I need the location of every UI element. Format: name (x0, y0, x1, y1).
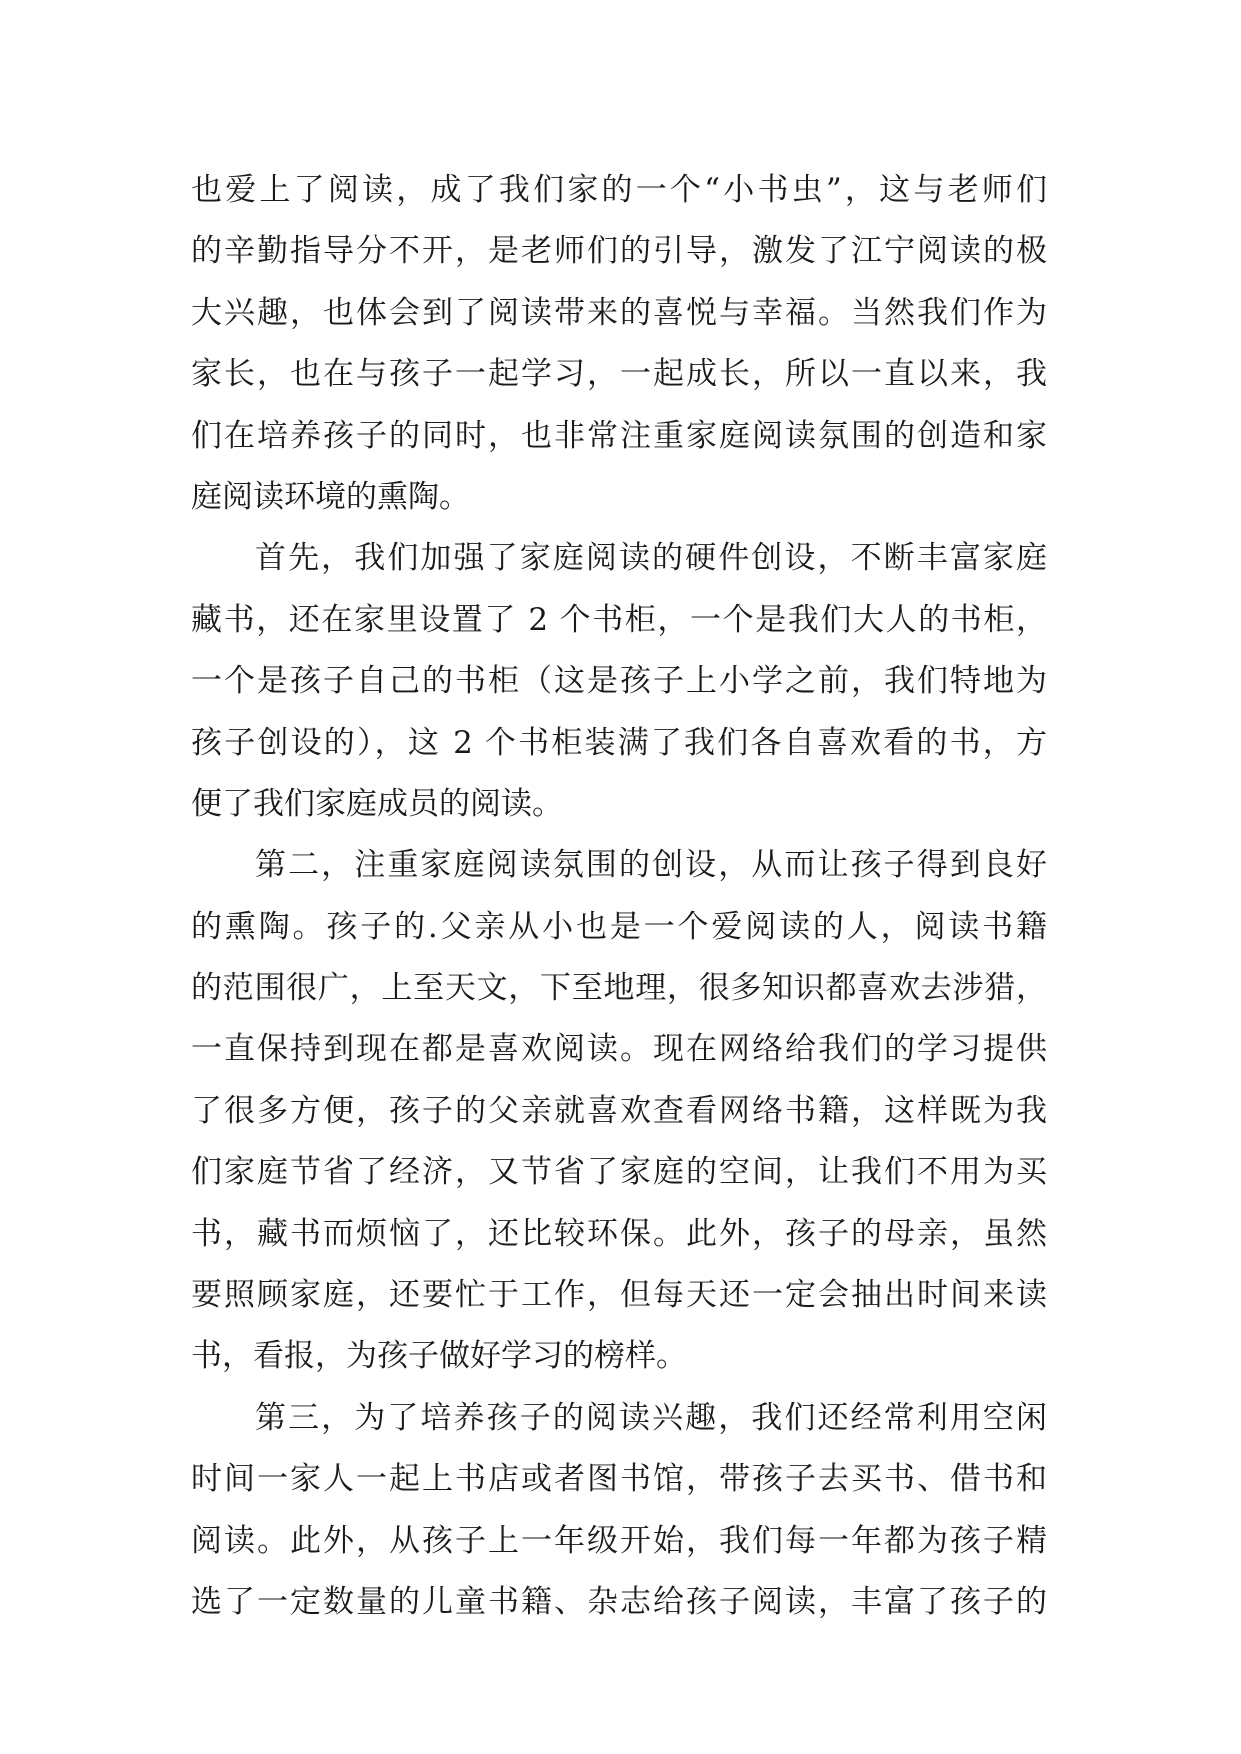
text-line: 一个是孩子自己的书柜（这是孩子上小学之前，我们特地为 (191, 663, 1047, 700)
text-line: 书，藏书而烦恼了，还比较环保。此外，孩子的母亲，虽然 (191, 1215, 1047, 1252)
text-line: 也爱上了阅读，成了我们家的一个“小书虫”，这与老师们 (191, 172, 1047, 208)
text-line: 的熏陶。孩子的.父亲从小也是一个爱阅读的人，阅读书籍 (191, 908, 1047, 945)
text-line: 选了一定数量的儿童书籍、杂志给孩子阅读，丰富了孩子的 (191, 1583, 1047, 1620)
text-line: 时间一家人一起上书店或者图书馆，带孩子去买书、借书和 (191, 1461, 1047, 1498)
text-line: 一直保持到现在都是喜欢阅读。现在网络给我们的学习提供 (191, 1031, 1047, 1068)
text-line: 家长，也在与孩子一起学习，一起成长，所以一直以来，我 (191, 356, 1047, 393)
text-line: 们在培养孩子的同时，也非常注重家庭阅读氛围的创造和家 (191, 417, 1047, 454)
text-line: 便了我们家庭成员的阅读。 (191, 785, 563, 822)
text-line: 阅读。此外，从孩子上一年级开始，我们每一年都为孩子精 (191, 1522, 1047, 1559)
paragraph-first-line: 首先，我们加强了家庭阅读的硬件创设，不断丰富家庭 (255, 540, 1047, 577)
text-line: 的辛勤指导分不开，是老师们的引导，激发了江宁阅读的极 (191, 233, 1047, 270)
text-line: 大兴趣，也体会到了阅读带来的喜悦与幸福。当然我们作为 (191, 294, 1047, 331)
text-line: 了很多方便，孩子的父亲就喜欢查看网络书籍，这样既为我 (191, 1092, 1047, 1129)
text-line: 们家庭节省了经济，又节省了家庭的空间，让我们不用为买 (191, 1154, 1047, 1191)
paragraph-first-line: 第三，为了培养孩子的阅读兴趣，我们还经常利用空闲 (255, 1399, 1047, 1436)
text-line: 的范围很广，上至天文，下至地理，很多知识都喜欢去涉猎， (191, 970, 1047, 1007)
body-text (191, 160, 1047, 1633)
text-line: 藏书，还在家里设置了 2 个书柜，一个是我们大人的书柜， (191, 601, 1047, 638)
paragraph-first-line: 第二，注重家庭阅读氛围的创设，从而让孩子得到良好 (255, 847, 1047, 884)
text-line: 孩子创设的），这 2 个书柜装满了我们各自喜欢看的书，方 (191, 724, 1047, 761)
text-line: 要照顾家庭，还要忙于工作，但每天还一定会抽出时间来读 (191, 1277, 1047, 1314)
text-line: 书，看报，为孩子做好学习的榜样。 (191, 1338, 687, 1375)
text-line: 庭阅读环境的熏陶。 (191, 478, 470, 515)
